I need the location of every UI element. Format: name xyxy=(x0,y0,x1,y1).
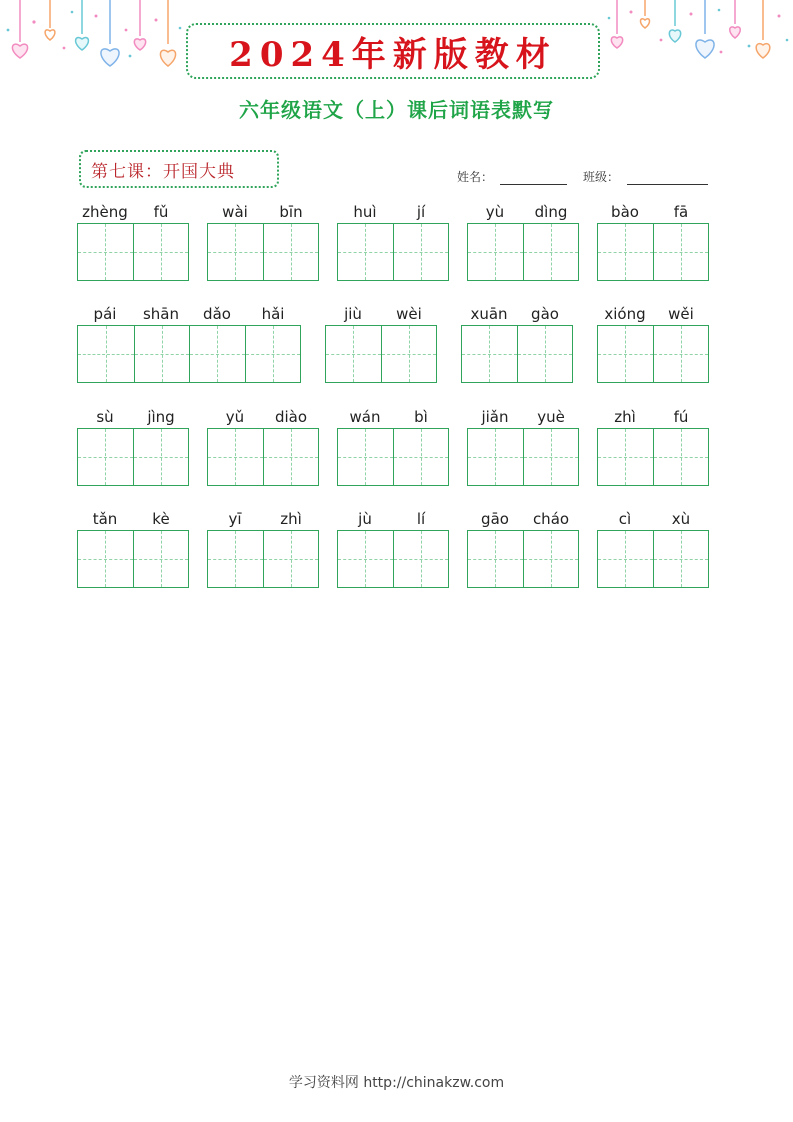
pinyin-label: zhì xyxy=(614,408,636,426)
pinyin-label: jiǎn xyxy=(481,408,509,426)
pinyin-label: wèi xyxy=(396,305,422,323)
writing-cell[interactable] xyxy=(78,326,134,382)
title-banner xyxy=(186,23,600,79)
writing-boxes xyxy=(461,325,573,383)
footer-source: 学习资料网 http://chinakzw.com xyxy=(288,1075,505,1091)
pinyin-label: yuè xyxy=(537,408,565,426)
word-item xyxy=(207,203,319,283)
writing-cell[interactable] xyxy=(468,429,523,485)
pinyin-label: bì xyxy=(414,408,428,426)
writing-cell[interactable] xyxy=(338,224,393,280)
writing-cell[interactable] xyxy=(263,429,318,485)
writing-cell[interactable] xyxy=(263,224,318,280)
writing-boxes xyxy=(77,428,189,486)
writing-boxes xyxy=(77,530,189,588)
writing-cell[interactable] xyxy=(653,531,708,587)
writing-boxes xyxy=(207,223,319,281)
name-blank-line[interactable] xyxy=(500,184,567,185)
pinyin-label: wài xyxy=(222,203,248,221)
hanging-hearts-decoration-left xyxy=(0,0,190,70)
name-label: 姓名： xyxy=(457,170,494,184)
pinyin-label: gào xyxy=(531,305,559,323)
writing-boxes xyxy=(77,223,189,281)
pinyin-label: jiù xyxy=(344,305,362,323)
pinyin-label: tǎn xyxy=(92,510,118,528)
pinyin-label: wěi xyxy=(668,305,694,323)
writing-cell[interactable] xyxy=(393,531,448,587)
pinyin-label: yī xyxy=(228,510,242,528)
writing-cell[interactable] xyxy=(653,429,708,485)
word-item xyxy=(467,203,579,283)
writing-boxes xyxy=(597,530,709,588)
word-item xyxy=(207,510,319,590)
writing-cell[interactable] xyxy=(468,224,523,280)
pinyin-label: fú xyxy=(673,408,689,426)
writing-boxes xyxy=(325,325,437,383)
lesson-banner xyxy=(79,150,279,188)
word-item xyxy=(337,510,449,590)
page-title: 2024年新版教材 xyxy=(229,34,557,75)
word-item xyxy=(467,510,579,590)
writing-cell[interactable] xyxy=(245,326,301,382)
word-item xyxy=(597,305,709,385)
word-item xyxy=(337,203,449,283)
writing-boxes xyxy=(337,428,449,486)
writing-boxes xyxy=(467,530,579,588)
writing-cell[interactable] xyxy=(338,531,393,587)
word-item xyxy=(461,305,573,385)
pinyin-label: zhì xyxy=(280,510,302,528)
writing-cell[interactable] xyxy=(381,326,436,382)
pinyin-label: lí xyxy=(416,510,426,528)
word-item xyxy=(325,305,437,385)
writing-cell[interactable] xyxy=(462,326,517,382)
writing-cell[interactable] xyxy=(208,429,263,485)
writing-cell[interactable] xyxy=(326,326,381,382)
word-item xyxy=(597,203,709,283)
writing-cell[interactable] xyxy=(134,326,190,382)
writing-boxes xyxy=(207,530,319,588)
writing-cell[interactable] xyxy=(523,531,578,587)
writing-cell[interactable] xyxy=(338,429,393,485)
pinyin-label: fǔ xyxy=(153,203,169,221)
word-item xyxy=(337,408,449,488)
pinyin-label: diào xyxy=(274,408,308,426)
word-item xyxy=(597,408,709,488)
lesson-title: 第七课：开国大典 xyxy=(91,161,235,182)
pinyin-label: xù xyxy=(671,510,691,528)
pinyin-label: zhèng xyxy=(82,203,128,221)
writing-cell[interactable] xyxy=(598,326,653,382)
pinyin-label: shān xyxy=(142,305,180,323)
writing-cell[interactable] xyxy=(598,531,653,587)
writing-cell[interactable] xyxy=(133,429,188,485)
writing-cell[interactable] xyxy=(517,326,572,382)
writing-cell[interactable] xyxy=(78,224,133,280)
writing-cell[interactable] xyxy=(208,224,263,280)
writing-cell[interactable] xyxy=(393,224,448,280)
word-item xyxy=(77,305,301,385)
writing-boxes xyxy=(467,223,579,281)
word-item xyxy=(77,510,189,590)
writing-boxes xyxy=(597,325,709,383)
writing-boxes xyxy=(597,428,709,486)
writing-cell[interactable] xyxy=(598,429,653,485)
writing-cell[interactable] xyxy=(263,531,318,587)
writing-cell[interactable] xyxy=(78,429,133,485)
writing-cell[interactable] xyxy=(598,224,653,280)
pinyin-label: sù xyxy=(96,408,114,426)
writing-boxes xyxy=(337,530,449,588)
writing-cell[interactable] xyxy=(133,531,188,587)
word-item xyxy=(77,408,189,488)
pinyin-label: gāo xyxy=(481,510,509,528)
word-item xyxy=(207,408,319,488)
writing-cell[interactable] xyxy=(393,429,448,485)
writing-boxes xyxy=(207,428,319,486)
word-item xyxy=(597,510,709,590)
word-item xyxy=(77,203,189,283)
class-blank-line[interactable] xyxy=(627,184,708,185)
pinyin-label: huì xyxy=(353,203,377,221)
pinyin-label: kè xyxy=(152,510,170,528)
page-subtitle: 六年级语文（上）课后词语表默写 xyxy=(239,98,554,122)
pinyin-label: fā xyxy=(673,203,689,221)
writing-cell[interactable] xyxy=(78,531,133,587)
pinyin-label: cháo xyxy=(532,510,570,528)
pinyin-label: jìng xyxy=(147,408,175,426)
class-label: 班级： xyxy=(583,170,620,184)
writing-cell[interactable] xyxy=(523,224,578,280)
hanging-hearts-decoration-right xyxy=(603,0,793,70)
pinyin-label: wán xyxy=(349,408,381,426)
writing-cell[interactable] xyxy=(653,224,708,280)
pinyin-label: hǎi xyxy=(261,305,285,323)
writing-cell[interactable] xyxy=(523,429,578,485)
pinyin-label: jí xyxy=(416,203,426,221)
pinyin-label: yǔ xyxy=(225,408,245,426)
writing-boxes xyxy=(337,223,449,281)
writing-cell[interactable] xyxy=(653,326,708,382)
pinyin-label: bīn xyxy=(279,203,303,221)
pinyin-label: bào xyxy=(611,203,639,221)
pinyin-label: xióng xyxy=(604,305,646,323)
word-item xyxy=(467,408,579,488)
pinyin-label: yù xyxy=(485,203,505,221)
pinyin-label: xuān xyxy=(470,305,508,323)
writing-cell[interactable] xyxy=(208,531,263,587)
writing-boxes xyxy=(77,325,301,383)
writing-boxes xyxy=(597,223,709,281)
pinyin-label: dǎo xyxy=(203,305,231,323)
pinyin-label: pái xyxy=(93,305,117,323)
writing-cell[interactable] xyxy=(189,326,245,382)
pinyin-label: cì xyxy=(618,510,632,528)
writing-cell[interactable] xyxy=(133,224,188,280)
pinyin-label: dìng xyxy=(534,203,568,221)
writing-cell[interactable] xyxy=(468,531,523,587)
writing-boxes xyxy=(467,428,579,486)
pinyin-label: jù xyxy=(358,510,372,528)
